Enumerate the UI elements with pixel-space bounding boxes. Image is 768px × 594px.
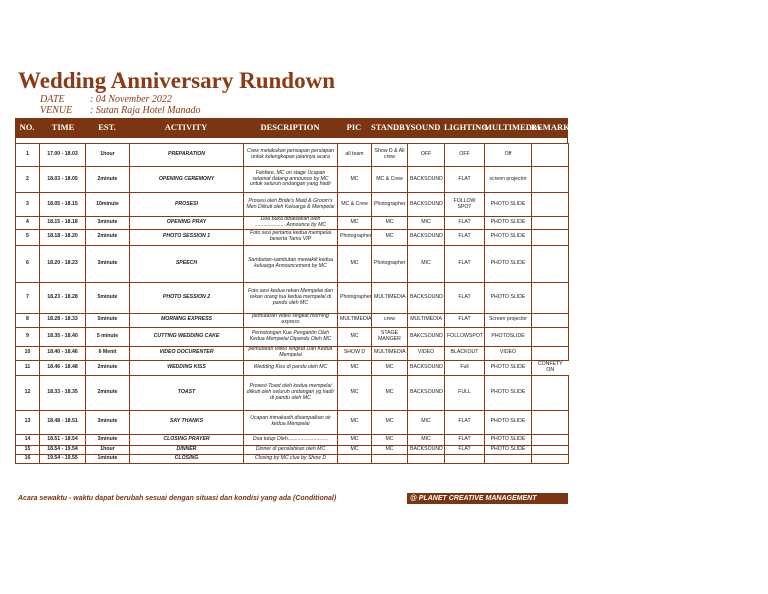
cell-multimedia: PHOTO SLIDE [485, 445, 532, 454]
cell-remarks [532, 193, 569, 217]
cell-no: 4 [16, 217, 40, 230]
cell-desc: pemutaran video singkat Dari Kedua Mempelai [244, 346, 338, 360]
cell-multimedia: PHOTOSLIDE [485, 327, 532, 346]
cell-activity: SPEECH [130, 245, 244, 282]
cell-pic: MC & Crew [338, 193, 372, 217]
cell-activity: PHOTO SESSION 2 [130, 282, 244, 313]
cell-desc: Doa buka dibawakan oleh ..................... Announce by MC [244, 217, 338, 230]
cell-activity: SAY THANKS [130, 410, 244, 434]
table-row [16, 193, 569, 217]
cell-lighting: FLAT [445, 282, 485, 313]
cell-sound: BACKSOUND [408, 360, 445, 375]
col-header-multimedia: MULTIMEDIA [484, 122, 542, 132]
brand-banner: @ PLANET CREATIVE MANAGEMENT [407, 493, 568, 504]
date-label: DATE [40, 94, 65, 105]
cell-est: 3minute [86, 217, 130, 230]
cell-standby: crew [372, 313, 408, 327]
venue-value: : Sutan Raja Hotel Manado [90, 105, 201, 116]
cell-remarks [532, 282, 569, 313]
cell-remarks [532, 313, 569, 327]
cell-remarks [532, 375, 569, 410]
cell-desc: Sambutan-sambutan mewakili kedua keluarga Announcement by MC [244, 245, 338, 282]
cell-lighting: FOLLOWSPOT [445, 327, 485, 346]
cell-no: 7 [16, 282, 40, 313]
cell-sound: BACKSOUND [408, 375, 445, 410]
footer-note: Acara sewaktu - waktu dapat berubah sesuai dengan situasi dan kondisi yang ada (Conditional) [18, 495, 337, 502]
cell-pic: MC [338, 245, 372, 282]
cell-no: 9 [16, 327, 40, 346]
cell-multimedia: PHOTO SLIDE [485, 217, 532, 230]
cell-multimedia: PHOTO SLIDE [485, 282, 532, 313]
cell-est: 3minute [86, 410, 130, 434]
cell-multimedia: PHOTO SLIDE [485, 245, 532, 282]
cell-standby: MULTIMEDIA [372, 346, 408, 360]
cell-standby: MC [372, 445, 408, 454]
cell-lighting: BLACKOUT [445, 346, 485, 360]
cell-no: 5 [16, 229, 40, 245]
cell-no: 10 [16, 346, 40, 360]
date-value: : 04 November 2022 [90, 94, 172, 105]
cell-standby: MULTIMEDIA [372, 282, 408, 313]
cell-activity: OPENING CEREMONY [130, 167, 244, 193]
cell-est: 5minute [86, 313, 130, 327]
date-line [40, 94, 172, 105]
cell-multimedia: PHOTO SLIDE [485, 434, 532, 445]
cell-pic: MC [338, 327, 372, 346]
cell-time: 18.54 - 19.54 [40, 445, 86, 454]
cell-pic: MC [338, 375, 372, 410]
table-row [16, 282, 569, 313]
cell-est: 3minute [86, 245, 130, 282]
cell-multimedia [485, 454, 532, 463]
cell-activity: WEDDING KISS [130, 360, 244, 375]
cell-remarks: CONFETY ON [537, 360, 563, 373]
cell-desc: Pemotongan Kue Pengantin Oleh Kedua Mempelai Dipandu Oleh MC [244, 327, 338, 346]
col-header-lighting: LIGHTING [444, 122, 488, 132]
cell-sound: MIC [408, 410, 445, 434]
cell-desc: Prosesi oleh Bride's Maid & Groom's Men Diikuti oleh Keluarga & Mempelai [244, 193, 338, 217]
cell-time: 18.18 - 18.20 [40, 229, 86, 245]
table-row [16, 410, 569, 434]
cell-pic: MC [338, 410, 372, 434]
cell-est: 3minute [86, 434, 130, 445]
cell-desc: pemutaran video singkat morning express [244, 313, 338, 327]
table-row [16, 360, 569, 375]
cell-no: 8 [16, 313, 40, 327]
cell-sound: MIC [408, 245, 445, 282]
cell-no: 14 [16, 434, 40, 445]
cell-time: 18.35 - 18.40 [40, 327, 86, 346]
col-header-time: TIME [51, 122, 75, 132]
cell-no: 13 [16, 410, 40, 434]
cell-standby: MC [372, 410, 408, 434]
cell-lighting [445, 454, 485, 463]
cell-lighting: FLAT [445, 245, 485, 282]
cell-lighting: FLAT [445, 445, 485, 454]
cell-sound [408, 454, 445, 463]
col-header-description: DESCRIPTION [260, 122, 320, 132]
cell-desc: Foto sesi kedua rekan Mempelai dan rekan orang tua kedua mempelai di pandu oleh MC [244, 282, 338, 313]
rundown-table [15, 143, 569, 464]
cell-activity: PHOTO SESSION 1 [130, 229, 244, 245]
rundown-rows [16, 144, 569, 464]
cell-activity: OPENING PRAY [130, 217, 244, 230]
cell-multimedia: PHOTO SLIDE [485, 229, 532, 245]
cell-multimedia: VIDEO [485, 346, 532, 360]
cell-desc: Fanfare, MC on stage Ucapan selamat datang announce by MC untuk seluruh undangan yang hadir [244, 167, 338, 193]
cell-est: 10minute [86, 193, 130, 217]
cell-no: 2 [16, 167, 40, 193]
cell-sound: BAKCSOUND [408, 327, 445, 346]
cell-est: 2minute [86, 375, 130, 410]
cell-multimedia: screen projector [485, 167, 532, 193]
cell-no: 16 [16, 454, 40, 463]
cell-lighting: FLAT [445, 167, 485, 193]
table-row [16, 445, 569, 454]
cell-est: 6 Menit [86, 346, 130, 360]
table-row [16, 144, 569, 167]
cell-time: 18.03 - 18.05 [40, 167, 86, 193]
cell-time: 18.05 - 18.15 [40, 193, 86, 217]
cell-desc: Closing by MC clue by Show D [244, 454, 338, 463]
cell-sound: MIC [408, 434, 445, 445]
table-row [16, 245, 569, 282]
cell-lighting: FLAT [445, 217, 485, 230]
cell-sound: BACKSOUND [408, 167, 445, 193]
cell-pic: MC [338, 167, 372, 193]
cell-desc: Foto sesi pertama kedua mempelai beserta Tamu VIP [244, 229, 338, 245]
table-row [16, 313, 569, 327]
table-row [16, 454, 569, 463]
cell-activity: TOAST [130, 375, 244, 410]
cell-desc: Wedding Kiss di pandu oleh MC [244, 360, 338, 375]
col-header-est: EST. [98, 122, 116, 132]
cell-multimedia: PHOTO SLIDE [485, 360, 532, 375]
cell-activity: CLOSING PRAYER [130, 434, 244, 445]
col-header-remarks: REMARKS [531, 122, 575, 132]
cell-activity: MORNING EXPRESS [130, 313, 244, 327]
cell-pic [338, 454, 372, 463]
cell-no: 6 [16, 245, 40, 282]
col-header-activity: ACTIVITY [164, 122, 208, 132]
cell-lighting: FOLLOW SPOT [445, 193, 485, 217]
cell-est: 2minute [86, 360, 130, 375]
cell-time: 18.40 - 18.46 [40, 346, 86, 360]
cell-time: 18.46 - 18.48 [40, 360, 86, 375]
cell-remarks [532, 167, 569, 193]
cell-time: 19.54 - 19.55 [40, 454, 86, 463]
cell-time: 17.00 - 18.03 [40, 144, 86, 167]
cell-no: 12 [16, 375, 40, 410]
cell-activity: DINNER [130, 445, 244, 454]
cell-est: 2minute [86, 229, 130, 245]
cell-standby: Photographer [372, 193, 408, 217]
cell-sound: MIC [408, 217, 445, 230]
cell-sound: VIDEO [408, 346, 445, 360]
cell-multimedia: PHOTO SLIDE [485, 375, 532, 410]
cell-activity: PREPARATION [130, 144, 244, 167]
cell-no: 15 [16, 445, 40, 454]
table-row [16, 346, 569, 360]
cell-standby: MC [372, 360, 408, 375]
cell-lighting: OFF [445, 144, 485, 167]
cell-no: 1 [16, 144, 40, 167]
cell-standby: MC & Crew [372, 167, 408, 193]
cell-pic: MC [338, 445, 372, 454]
cell-est: 5 minute [86, 327, 130, 346]
cell-pic: Photographer [338, 229, 372, 245]
page-title: Wedding Anniversary Rundown [18, 68, 335, 93]
col-header-no: NO. [19, 122, 35, 132]
cell-time: 18.48 - 18.51 [40, 410, 86, 434]
cell-pic: MULTIMEDIA [338, 313, 372, 327]
cell-pic: Photographer [338, 282, 372, 313]
cell-pic: MC [338, 217, 372, 230]
cell-lighting: FULL [445, 375, 485, 410]
venue-line [40, 105, 201, 116]
cell-remarks [532, 346, 569, 360]
table-header [15, 118, 575, 138]
cell-standby [372, 454, 408, 463]
cell-standby: MC [372, 229, 408, 245]
table-row [16, 434, 569, 445]
cell-lighting: FLAT [445, 410, 485, 434]
cell-est: 2minute [86, 167, 130, 193]
cell-remarks [532, 434, 569, 445]
cell-sound: BACKSOUND [408, 229, 445, 245]
cell-standby: MC [372, 217, 408, 230]
cell-lighting: FLAT [445, 434, 485, 445]
cell-time: 18.28 - 18.33 [40, 313, 86, 327]
cell-no: 11 [16, 360, 40, 375]
cell-time: 18.20 - 18.23 [40, 245, 86, 282]
cell-sound: BACKSOUND [408, 282, 445, 313]
cell-activity: CUTTING WEDDING CAKE [130, 327, 244, 346]
cell-standby: Photographer [372, 245, 408, 282]
cell-desc: Ucapan trimakasih disampaikan oir kedua Mempelai [244, 410, 338, 434]
cell-standby: MC [372, 375, 408, 410]
cell-activity: VIDEO DOCURENTER [130, 346, 244, 360]
cell-activity: CLOSING [130, 454, 244, 463]
cell-est: 1minute [86, 454, 130, 463]
col-header-pic: PIC [346, 122, 362, 132]
cell-remarks [532, 410, 569, 434]
cell-standby: MC [372, 434, 408, 445]
cell-remarks [532, 245, 569, 282]
cell-remarks [532, 144, 569, 167]
cell-lighting: Full [445, 360, 485, 375]
cell-multimedia: Screen projector [485, 313, 532, 327]
table-row [16, 229, 569, 245]
cell-est: 1hour [86, 445, 130, 454]
cell-pic: MC [338, 434, 372, 445]
cell-desc: Crew melakukan persiapan persiapan untuk kelengkapan jalannya acara [244, 144, 338, 167]
cell-pic: SHOW D [338, 346, 372, 360]
cell-multimedia: Off [485, 144, 532, 167]
cell-time: 18.15 - 18.18 [40, 217, 86, 230]
cell-time: 18.33 - 18.35 [40, 375, 86, 410]
cell-remarks [532, 217, 569, 230]
cell-remarks [532, 229, 569, 245]
cell-multimedia: PHOTO SLIDE [485, 193, 532, 217]
cell-sound: MULTIMEDIA [408, 313, 445, 327]
cell-remarks [532, 327, 569, 346]
col-header-sound: SOUND [410, 122, 441, 132]
cell-pic: MC [338, 360, 372, 375]
venue-label: VENUE [40, 105, 73, 116]
cell-desc: Prosesi Toast oleh kedua mempelai diikuti oleh seluruh undangan yg hadir di pandu oleh MC [244, 375, 338, 410]
cell-est: 5minute [86, 282, 130, 313]
col-header-standby: STANDBY [371, 122, 411, 132]
cell-multimedia: PHOTO SLIDE [485, 410, 532, 434]
cell-sound: OFF [408, 144, 445, 167]
cell-pic: all team [338, 144, 372, 167]
cell-lighting: FLAT [445, 229, 485, 245]
cell-desc: Dinner di persilahkan oleh MC [244, 445, 338, 454]
table-row [16, 375, 569, 410]
table-row [16, 327, 569, 346]
cell-sound: BACKSOUND [408, 193, 445, 217]
cell-desc: Doa tutup Oleh............................ [244, 434, 338, 445]
cell-remarks [532, 445, 569, 454]
cell-time: 18.51 - 18.54 [40, 434, 86, 445]
table-row [16, 167, 569, 193]
cell-no: 3 [16, 193, 40, 217]
cell-activity: PROSESI [130, 193, 244, 217]
cell-remarks [532, 454, 569, 463]
cell-standby: Show D & All crew [372, 144, 408, 167]
cell-standby: STAGE MANGER [372, 327, 408, 346]
table-row [16, 217, 569, 230]
cell-lighting: FLAT [445, 313, 485, 327]
cell-sound: BACKSOUND [408, 445, 445, 454]
cell-est: 1hour [86, 144, 130, 167]
cell-time: 18.23 - 18.28 [40, 282, 86, 313]
